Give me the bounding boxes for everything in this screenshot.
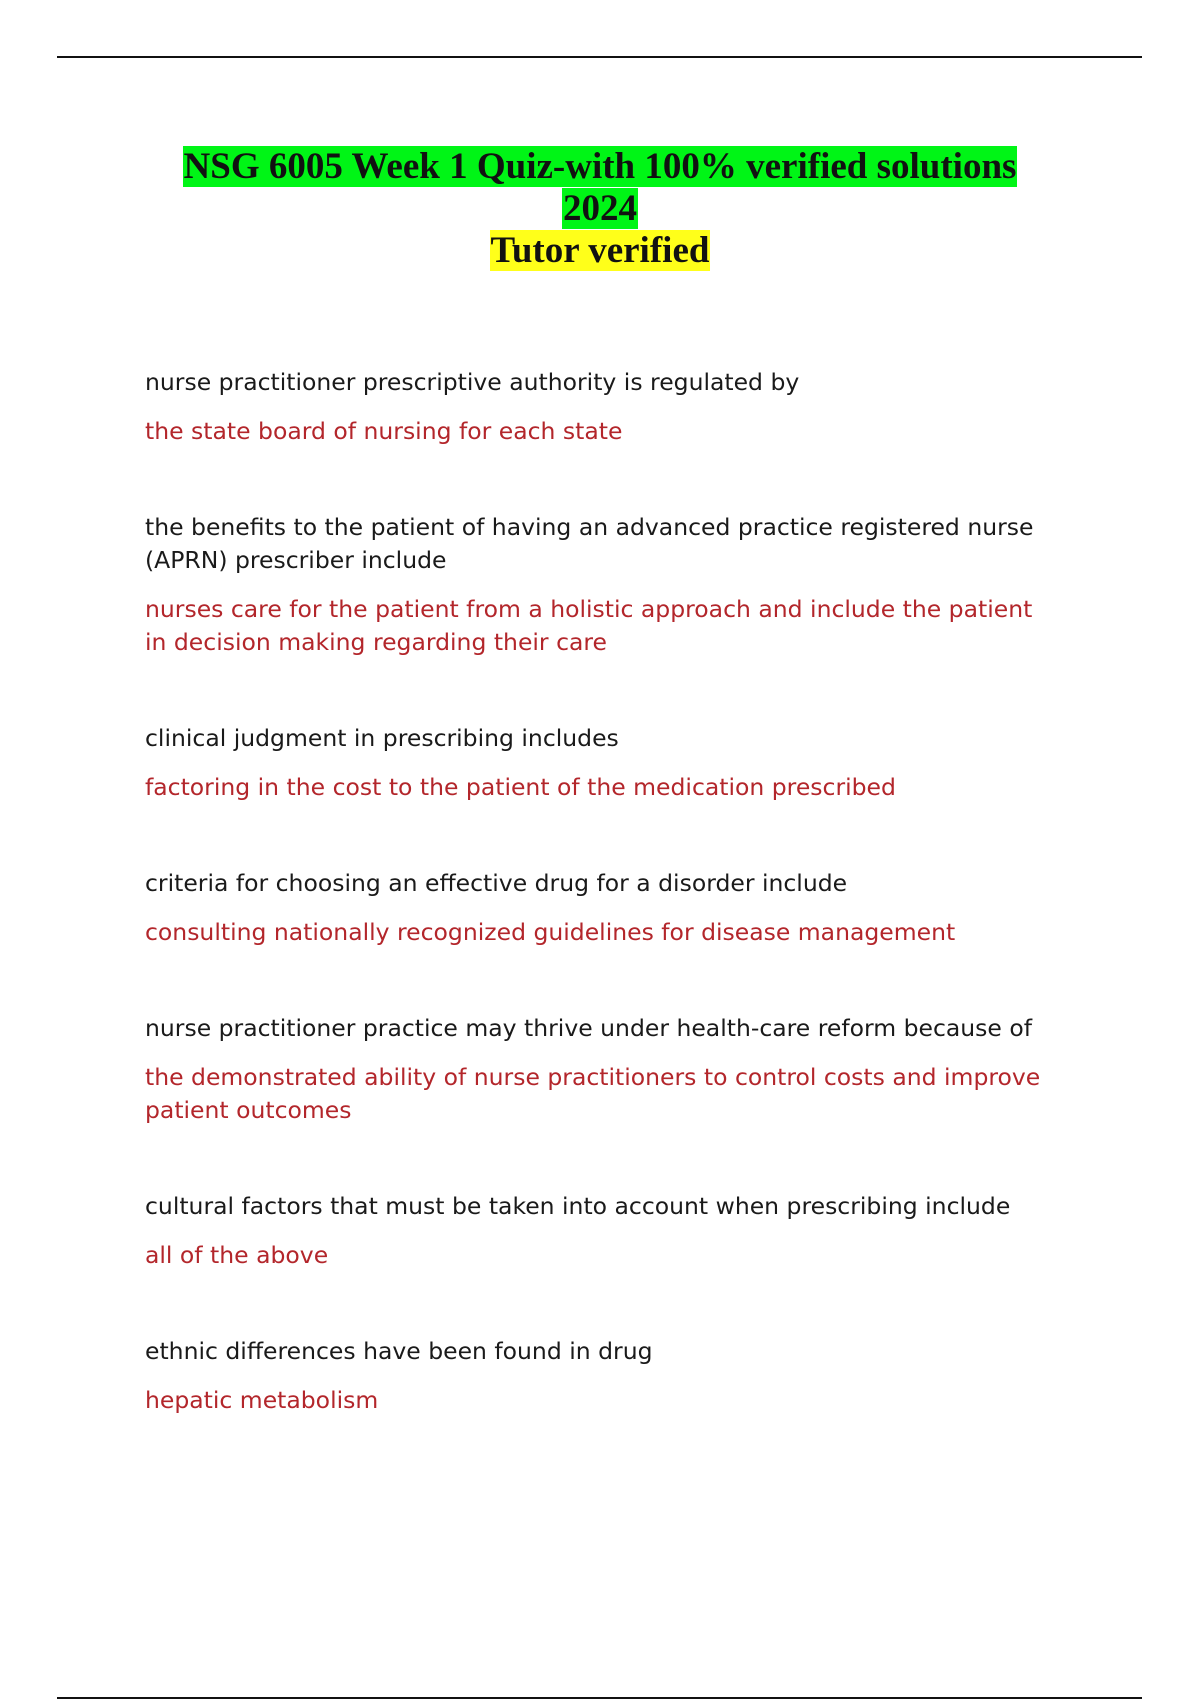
question-text: the benefits to the patient of having an advanced practice registered nurse (APRN) prescriber include [145, 513, 1034, 574]
answer-text: nurses care for the patient from a holistic approach and include the patient in decision making regarding their care [145, 595, 1033, 656]
qa-item [145, 1012, 1045, 1127]
answer-text: all of the above [145, 1241, 329, 1269]
title-line-3: Tutor verified [490, 230, 710, 271]
question-text: criteria for choosing an effective drug for a disorder include [145, 869, 848, 897]
answer-text: consulting nationally recognized guidelines for disease management [145, 918, 956, 946]
question-text: clinical judgment in prescribing includes [145, 724, 619, 752]
answer-text: factoring in the cost to the patient of the medication prescribed [145, 773, 896, 801]
answer-text: the demonstrated ability of nurse practitioners to control costs and improve patient outcomes [145, 1063, 1041, 1124]
answer-text: the state board of nursing for each state [145, 417, 623, 445]
qa-item [145, 722, 1045, 804]
title-line-1: NSG 6005 Week 1 Quiz-with 100% verified solutions [183, 146, 1017, 187]
qa-item [145, 1190, 1045, 1272]
qa-item [145, 1335, 1045, 1417]
bottom-divider [57, 1697, 1142, 1699]
top-divider [57, 56, 1142, 58]
question-text: cultural factors that must be taken into account when prescribing include [145, 1192, 1011, 1220]
document-title [0, 146, 1200, 272]
answer-text: hepatic metabolism [145, 1386, 379, 1414]
qa-item [145, 867, 1045, 949]
question-text: nurse practitioner practice may thrive under health-care reform because of [145, 1014, 1032, 1042]
question-text: nurse practitioner prescriptive authority is regulated by [145, 368, 800, 396]
qa-list [145, 366, 1045, 1480]
qa-item [145, 366, 1045, 448]
question-text: ethnic differences have been found in drug [145, 1337, 653, 1365]
title-line-2: 2024 [563, 188, 637, 229]
qa-item [145, 511, 1045, 659]
